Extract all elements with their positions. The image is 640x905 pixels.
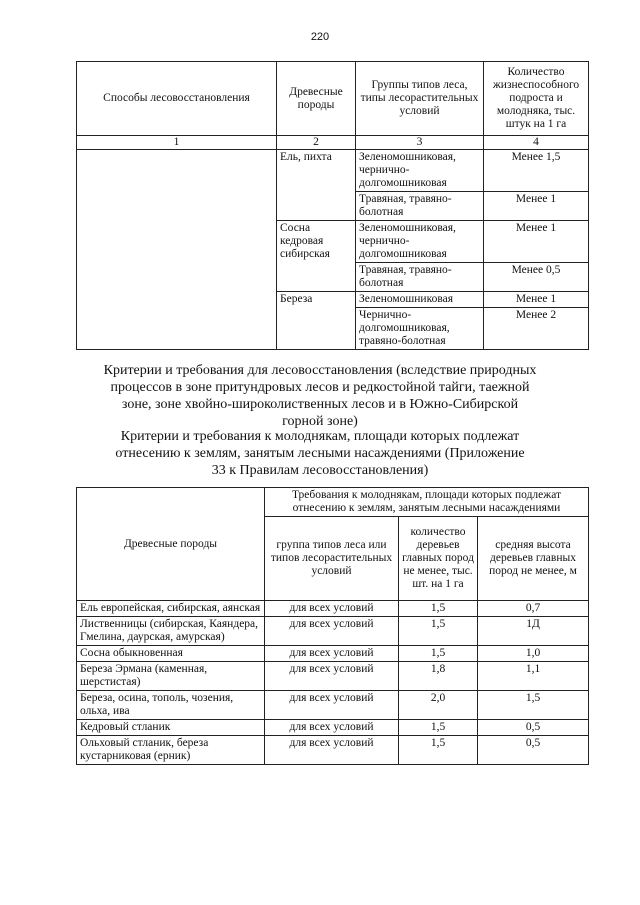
condition-cell: для всех условий: [265, 646, 399, 662]
col-number: 2: [277, 136, 356, 150]
table-row: [77, 601, 589, 617]
species-cell: Береза, осина, тополь, чозения, ольха, ива: [77, 691, 265, 720]
table-row: [77, 691, 589, 720]
header-forest-type-group: группа типов леса или типов лесорастительных условий: [265, 517, 399, 601]
species-cell: Ель, пихта: [277, 150, 356, 221]
forest-type-cell: Чернично-долгомошниковая, травяно-болотная: [356, 308, 484, 350]
condition-cell: для всех условий: [265, 617, 399, 646]
species-cell: Сосна кедровая сибирская: [277, 221, 356, 292]
col-number: 4: [484, 136, 589, 150]
forest-type-cell: Зеленомошниковая, чернично-долгомошниковая: [356, 221, 484, 263]
count-cell: 1,5: [399, 736, 478, 765]
height-cell: 1Д: [478, 617, 589, 646]
table-row: [77, 646, 589, 662]
table-row: [77, 720, 589, 736]
species-cell: Ель европейская, сибирская, аянская: [77, 601, 265, 617]
height-cell: 1,1: [478, 662, 589, 691]
quantity-cell: Менее 1,5: [484, 150, 589, 192]
condition-cell: для всех условий: [265, 720, 399, 736]
condition-cell: для всех условий: [265, 662, 399, 691]
header-requirements: Требования к молоднякам, площади которых подлежат отнесению к землям, занятым лесными насаждениями: [265, 488, 589, 517]
header-quantity: Количество жизнеспособного подроста и молодняка, тыс. штук на 1 га: [484, 62, 589, 136]
header-methods: Способы лесовосстановления: [77, 62, 277, 136]
header-species: Древесные породы: [77, 488, 265, 601]
forest-type-cell: Зеленомошниковая: [356, 292, 484, 308]
header-avg-height: средняя высота деревьев главных пород не менее, м: [478, 517, 589, 601]
count-cell: 1,5: [399, 617, 478, 646]
species-cell: Сосна обыкновенная: [77, 646, 265, 662]
condition-cell: для всех условий: [265, 691, 399, 720]
count-cell: 1,5: [399, 601, 478, 617]
quantity-cell: Менее 1: [484, 221, 589, 263]
page-number: 220: [310, 31, 330, 43]
species-cell: Береза Эрмана (каменная, шерстистая): [77, 662, 265, 691]
young-stands-table: [76, 487, 589, 765]
condition-cell: для всех условий: [265, 601, 399, 617]
quantity-cell: Менее 0,5: [484, 263, 589, 292]
height-cell: 0,5: [478, 720, 589, 736]
height-cell: 1,5: [478, 691, 589, 720]
condition-cell: для всех условий: [265, 736, 399, 765]
quantity-cell: Менее 2: [484, 308, 589, 350]
section-heading-restoration: Критерии и требования для лесовосстановления (вследствие природных процессов в зоне притундровых лесов и редкостойной тайги, таежной зоне, зоне хвойно-широколиственных лесов и в Южно-Сибирской горной зоне): [103, 363, 537, 429]
header-forest-types: Группы типов леса, типы лесорастительных условий: [356, 62, 484, 136]
table-row: [77, 662, 589, 691]
count-cell: 1,8: [399, 662, 478, 691]
header-species: Древесные породы: [277, 62, 356, 136]
height-cell: 0,7: [478, 601, 589, 617]
col-number: 1: [77, 136, 277, 150]
quantity-cell: Менее 1: [484, 192, 589, 221]
species-cell: Кедровый стланик: [77, 720, 265, 736]
header-tree-count: количество деревьев главных пород не менее, тыс. шт. на 1 га: [399, 517, 478, 601]
count-cell: 1,5: [399, 720, 478, 736]
forest-type-cell: Травяная, травяно-болотная: [356, 263, 484, 292]
species-cell: Лиственницы (сибирская, Каяндера, Гмелина, даурская, амурская): [77, 617, 265, 646]
table-row: [77, 617, 589, 646]
count-cell: 1,5: [399, 646, 478, 662]
methods-cell-empty: [77, 150, 277, 350]
height-cell: 1,0: [478, 646, 589, 662]
forest-type-cell: Зеленомошниковая, чернично-долгомошниковая: [356, 150, 484, 192]
table-row: [77, 736, 589, 765]
section-heading-young-stands: Критерии и требования к молоднякам, площади которых подлежат отнесению к землям, занятым лесными насаждениями (Приложение 33 к Правилам лесовосстановления): [115, 429, 525, 478]
species-cell: Береза: [277, 292, 356, 350]
height-cell: 0,5: [478, 736, 589, 765]
count-cell: 2,0: [399, 691, 478, 720]
quantity-cell: Менее 1: [484, 292, 589, 308]
col-number: 3: [356, 136, 484, 150]
forest-type-cell: Травяная, травяно-болотная: [356, 192, 484, 221]
restoration-criteria-table: [76, 61, 589, 350]
species-cell: Ольховый стланик, береза кустарниковая (ерник): [77, 736, 265, 765]
